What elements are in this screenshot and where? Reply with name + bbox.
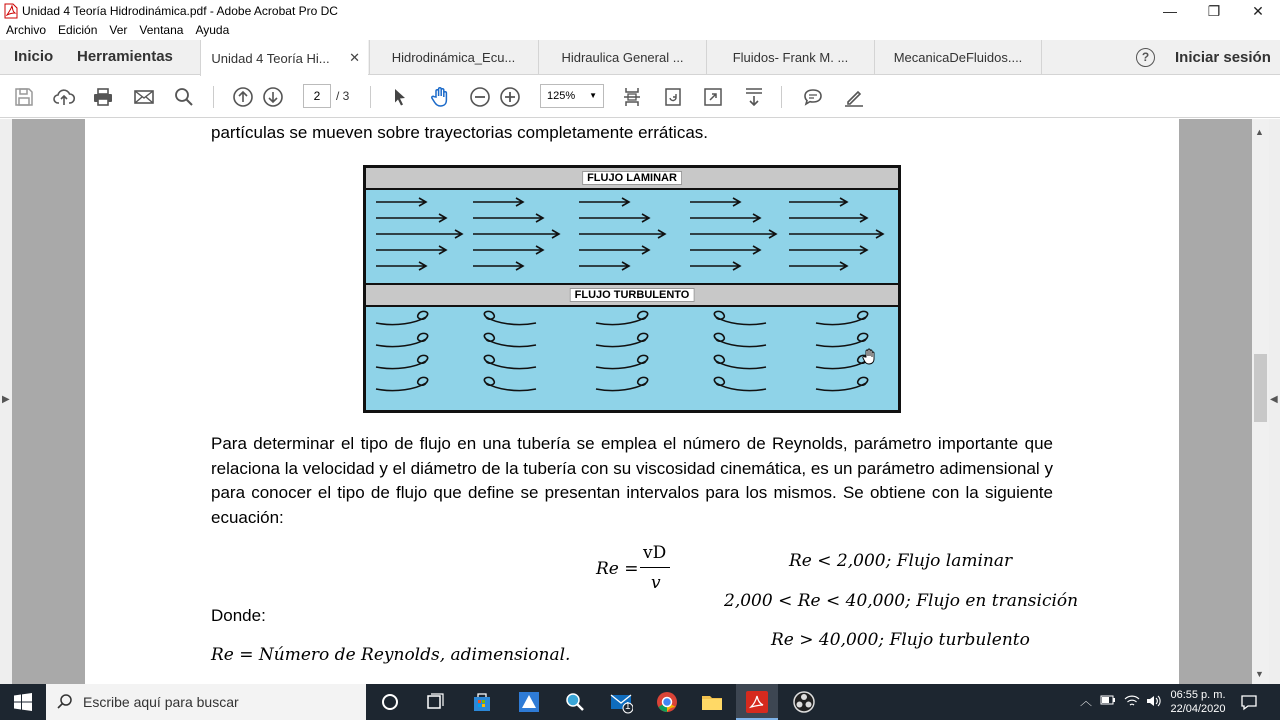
taskbar-search[interactable] (46, 684, 366, 720)
tab-document-5[interactable] (874, 40, 1042, 75)
turbulent-swirl (596, 333, 648, 346)
flow-arrow (690, 262, 740, 270)
nav-inicio[interactable]: Inicio (14, 48, 54, 65)
equation-lhs: Re = (596, 559, 639, 579)
flow-arrow (376, 246, 446, 254)
turbulent-swirls (366, 307, 898, 410)
turbulent-swirl (714, 311, 766, 324)
menu-archivo[interactable]: Archivo (6, 23, 47, 37)
previous-page-icon[interactable] (231, 85, 255, 109)
menu-bar (0, 22, 1280, 40)
page-count: / 3 (336, 89, 350, 103)
flow-arrow (473, 230, 559, 238)
flow-diagram-figure (363, 165, 901, 413)
close-window-button[interactable]: ✕ (1252, 2, 1264, 19)
turbulent-swirl (484, 355, 536, 368)
page-number-input[interactable]: 2 (303, 84, 331, 108)
turbulent-swirl (816, 311, 868, 324)
file-explorer-icon[interactable] (700, 690, 724, 714)
definition-re: Re = Número de Reynolds, adimensional. (211, 645, 571, 665)
scroll-down-icon[interactable]: ▼ (1255, 669, 1264, 679)
turbulent-swirl (376, 333, 428, 346)
tab-bar (0, 40, 1280, 75)
turbulent-swirl (484, 311, 536, 324)
tab-label: Unidad 4 Teoría Hi... (211, 50, 330, 66)
label-laminar: FLUJO LAMINAR (582, 171, 682, 185)
wifi-icon[interactable] (1124, 694, 1140, 712)
flow-arrow (376, 230, 462, 238)
acrobat-pdf-icon (4, 3, 18, 19)
windows-logo-icon (14, 693, 32, 711)
flow-arrow (579, 246, 649, 254)
mail-badge: 1 (625, 701, 631, 712)
turbulent-swirl (376, 311, 428, 324)
flow-arrow (579, 262, 629, 270)
flow-arrow (376, 198, 426, 206)
flow-arrow (473, 214, 543, 222)
expand-left-icon: ▶ (2, 394, 10, 405)
body-paragraph: Para determinar el tipo de flujo en una tubería se emplea el número de Reynolds, parámetro importante que relaciona la velocidad y el diámetro de la tubería con su viscosidad cinemática, es un parámetro adimensional y para conocer el tipo de flujo que define se presentan intervalos para los mismos. Se obtiene con la siguiente ecuación: (211, 434, 1053, 527)
email-icon[interactable] (132, 85, 156, 109)
restore-button[interactable]: ❐ (1207, 2, 1221, 19)
cortana-icon[interactable] (378, 690, 402, 714)
flow-arrow (789, 262, 847, 270)
select-cursor-icon[interactable] (388, 85, 412, 109)
turbulent-swirl (714, 355, 766, 368)
flow-arrow (579, 214, 649, 222)
scrollbar-thumb[interactable] (1254, 354, 1267, 422)
flow-arrow (690, 246, 760, 254)
upload-cloud-icon[interactable] (52, 85, 76, 109)
hand-cursor-icon (861, 348, 877, 366)
obs-icon[interactable] (792, 690, 816, 714)
turbulent-swirl (596, 355, 648, 368)
chrome-icon[interactable] (655, 690, 679, 714)
tab-document-3[interactable] (538, 40, 706, 75)
highlight-pen-icon[interactable] (842, 85, 866, 109)
print-icon[interactable] (91, 85, 115, 109)
reynolds-range-transition: 2,000 < Re < 40,000; Flujo en transición (724, 591, 1079, 611)
turbulent-swirl (714, 377, 766, 390)
flow-arrow (579, 230, 665, 238)
tab-label: Fluidos- Frank M. ... (732, 50, 849, 65)
tab-label: Hidrodinámica_Ecu... (391, 50, 516, 65)
clock-date: 22/04/2020 (1170, 703, 1226, 715)
clock[interactable] (1166, 688, 1230, 716)
fit-page-icon[interactable] (620, 85, 644, 109)
zoom-select[interactable] (540, 84, 604, 108)
search-icon (56, 693, 74, 711)
volume-icon[interactable] (1145, 694, 1161, 712)
app-triangle-icon[interactable] (517, 690, 541, 714)
tab-label: MecanicaDeFluidos.... (893, 50, 1023, 65)
zoom-value: 125% (547, 90, 576, 102)
turbulent-swirl (376, 377, 428, 390)
task-view-icon[interactable] (423, 690, 447, 714)
start-button[interactable] (0, 684, 46, 720)
document-viewer[interactable] (0, 119, 1280, 684)
tab-document-4[interactable] (706, 40, 874, 75)
chevron-down-icon: ▼ (589, 91, 597, 100)
turbulent-swirl (816, 355, 868, 368)
scroll-mode-icon[interactable] (742, 85, 766, 109)
minimize-button[interactable]: — (1163, 3, 1177, 19)
turbulent-swirl (484, 333, 536, 346)
mail-icon[interactable] (609, 690, 633, 714)
figure-band (366, 166, 898, 190)
fraction-bar (640, 567, 670, 568)
turbulent-swirl (376, 355, 428, 368)
search-app-icon[interactable] (563, 690, 587, 714)
taskbar-acrobat-active[interactable] (736, 684, 778, 720)
save-icon[interactable] (12, 85, 36, 109)
flow-arrow (376, 214, 446, 222)
menu-ayuda[interactable]: Ayuda (195, 23, 230, 37)
toolbar-divider (370, 86, 371, 108)
store-icon[interactable] (470, 690, 494, 714)
acrobat-icon (745, 690, 769, 714)
tab-document-1[interactable] (200, 40, 368, 76)
menu-ver[interactable]: Ver (109, 23, 128, 37)
flow-arrow (690, 198, 740, 206)
full-screen-icon[interactable] (701, 85, 725, 109)
flow-arrow (690, 230, 776, 238)
scroll-up-icon[interactable]: ▲ (1255, 127, 1264, 137)
equation-denominator: v (651, 573, 661, 593)
flow-arrow (789, 214, 867, 222)
left-panel-toggle[interactable] (0, 119, 12, 684)
zoom-out-icon[interactable] (468, 85, 492, 109)
turbulent-swirl (714, 333, 766, 346)
zoom-in-icon[interactable] (498, 85, 522, 109)
laminar-arrows (366, 190, 898, 283)
label-turbulent: FLUJO TURBULENTO (570, 288, 695, 302)
vertical-scrollbar[interactable] (1252, 119, 1269, 684)
title-bar (0, 0, 1280, 22)
figure-band (366, 283, 898, 307)
flow-arrow (579, 198, 629, 206)
reynolds-range-laminar: Re < 2,000; Flujo laminar (789, 551, 1013, 571)
help-icon[interactable]: ? (1136, 48, 1155, 67)
tray-chevron-icon[interactable]: ︿ (1080, 694, 1093, 708)
tab-label: Hidraulica General ... (561, 50, 684, 65)
flow-arrow (789, 246, 867, 254)
flow-arrow (789, 230, 883, 238)
turbulent-swirl (596, 311, 648, 324)
tab-close-icon[interactable]: ✕ (349, 50, 360, 65)
search-placeholder: Escribe aquí para buscar (83, 694, 239, 710)
signin-link[interactable]: Iniciar sesión (1175, 49, 1271, 66)
expand-right-icon: ◀ (1270, 394, 1278, 405)
menu-ventana[interactable]: Ventana (139, 23, 184, 37)
donde-label: Donde: (211, 606, 266, 625)
toolbar-divider (213, 86, 214, 108)
toolbar (0, 76, 1280, 118)
turbulent-swirl (484, 377, 536, 390)
reynolds-range-turbulent: Re > 40,000; Flujo turbulento (771, 630, 1030, 650)
next-page-icon[interactable] (261, 85, 285, 109)
toolbar-divider (781, 86, 782, 108)
comment-icon[interactable] (801, 85, 825, 109)
windows-taskbar (0, 684, 1280, 720)
rotate-page-icon[interactable] (661, 85, 685, 109)
flow-arrow (473, 246, 543, 254)
window-title: Unidad 4 Teoría Hidrodinámica.pdf - Adobe Acrobat Pro DC (22, 4, 338, 18)
flow-arrow (789, 198, 847, 206)
turbulent-swirl (816, 333, 868, 346)
tab-document-2[interactable] (369, 40, 537, 75)
flow-arrow (473, 198, 523, 206)
search-icon[interactable] (172, 85, 196, 109)
equation-numerator: vD (643, 543, 667, 563)
flow-arrow (376, 262, 426, 270)
turbulent-swirl (596, 377, 648, 390)
pdf-page (85, 119, 1179, 684)
hand-tool-icon[interactable] (428, 85, 452, 109)
text-line: partículas se mueven sobre trayectorias completamente erráticas. (211, 123, 709, 142)
nav-herramientas[interactable]: Herramientas (77, 48, 173, 65)
notifications-icon[interactable] (1240, 693, 1258, 715)
flow-arrow (473, 262, 523, 270)
clock-time: 06:55 p. m. (1170, 689, 1226, 701)
battery-icon[interactable] (1100, 694, 1116, 710)
flow-arrow (690, 214, 760, 222)
menu-edicion[interactable]: Edición (58, 23, 98, 37)
right-panel-toggle[interactable] (1269, 119, 1280, 684)
turbulent-swirl (816, 377, 868, 390)
